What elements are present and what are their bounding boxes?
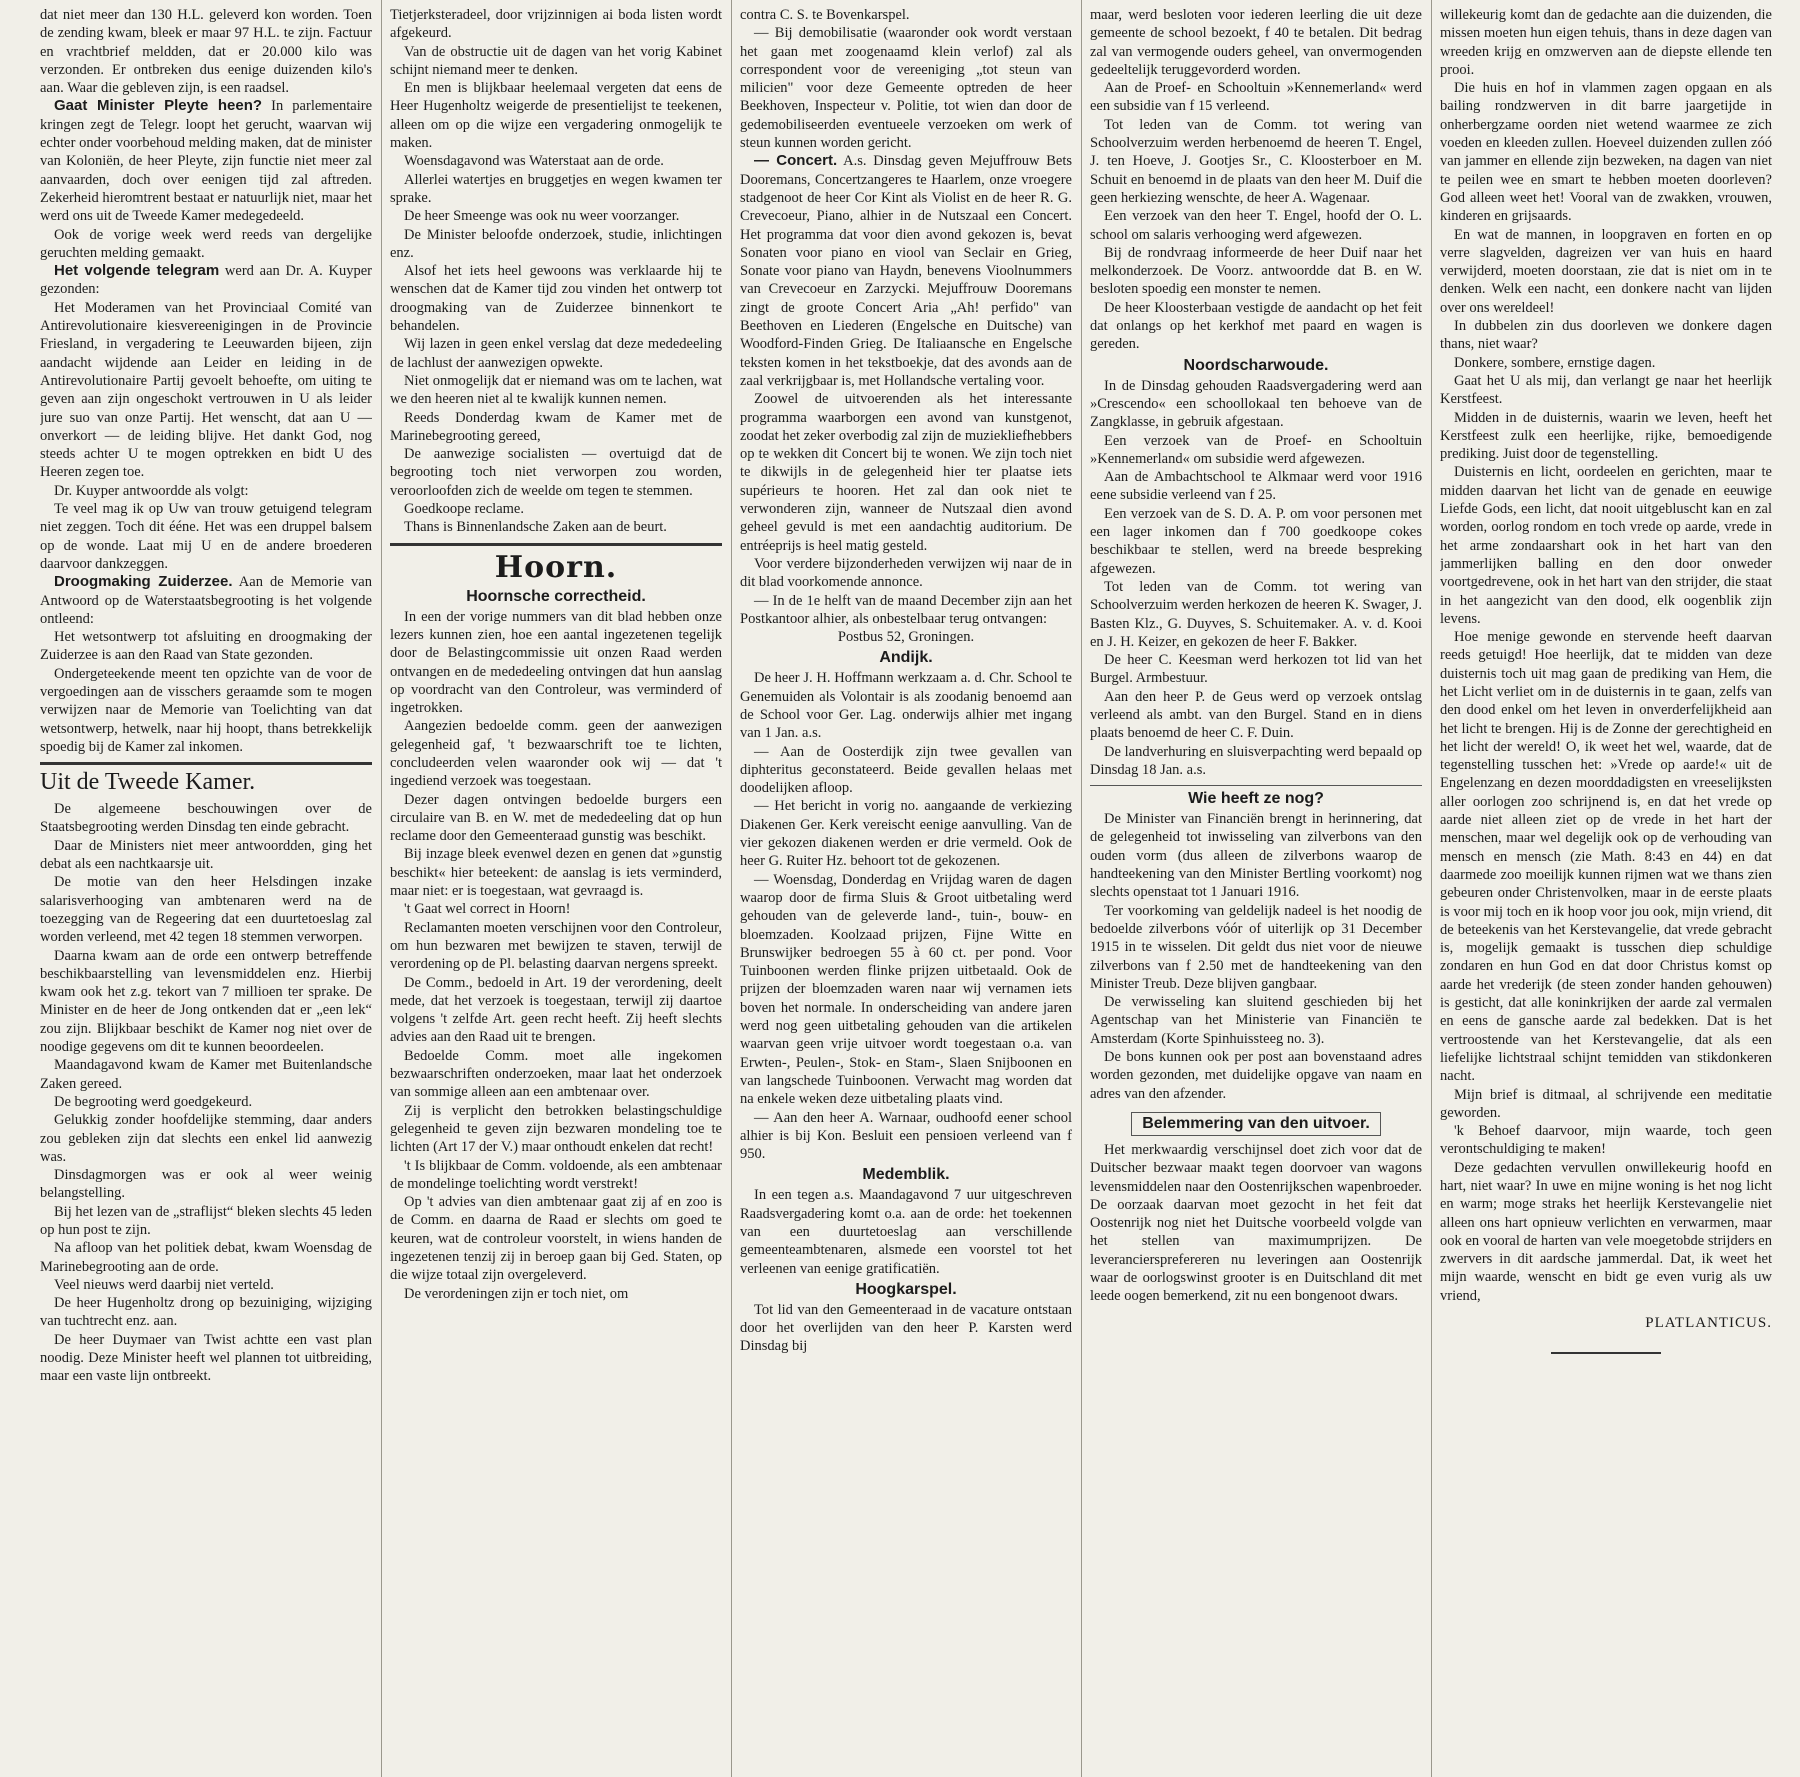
article-text: Daar de Ministers niet meer antwoordden, ging het debat als een nachtkaarsje uit. <box>40 837 372 873</box>
article-text: De bons kunnen ook per post aan bovenstaand adres worden gezonden, met duidelijke opgave van naam en adres van den afzender. <box>1090 1049 1422 1102</box>
column-3 <box>740 6 1072 1767</box>
article-text: Dezer dagen ontvingen bedoelde burgers een circulaire van B. en W. met de mededeeling dat op hun reclame door den Gemeenteraad gunstig was beschikt. <box>390 791 722 845</box>
signature: PLATLANTICUS. <box>1645 1315 1772 1332</box>
article-text: Dr. Kuyper antwoordde als volgt: <box>54 482 249 499</box>
article-text: Een verzoek van de Proef- en Schooltuin »Kennemerland« om subsidie werd afgewezen. <box>1090 432 1422 467</box>
article-text: De algemeene beschouwingen over de Staatsbegrooting werden Dinsdag ten einde gebracht. <box>40 801 372 836</box>
article-text: maar, werd besloten voor iederen leerling die uit deze gemeente de school bezoekt, f 40 te betalen. Dit bedrag zal van vermogende ouders geheel, van onvermogenden gedeeltelijk teruggevorderd worden. <box>1090 7 1422 78</box>
article-text: De heer Kloosterbaan vestigde de aandacht op het feit dat onlangs op het kerkhof met paard en wagen is gereden. <box>1090 299 1422 353</box>
column-rule <box>1081 0 1082 1777</box>
column-rule <box>381 0 382 1777</box>
article-text: Gaat het U als mij, dan verlangt ge naar het heerlijk Kerstfeest. <box>1440 372 1772 408</box>
article-text: De Minister van Financiën brengt in herinnering, dat de gelegenheid tot inwisseling van zilverbons van den ouden vorm (dus alleen de zilverbons waarop de handteekening van den Minister Bertling voorkomt) nog slechts openstaat tot 1 Januari 1916. <box>1090 811 1422 901</box>
headline-tweede-kamer: Uit de Tweede Kamer. <box>40 769 256 796</box>
article-text: Duisternis en licht, oordeelen en gerichten, maar te midden daarvan het licht van de genade en eeuwige Liefde Gods, een licht, dat nooit uitgebluscht kan en zal worden, oorlog rondom en toch vrede op aarde, vrede in het arme zondaarshart ook in het hart van den jammerlijken balling en den door onweder voortgedrevene, ook in het hart van den strijder, die staat in het aangezicht van den dood, elk oogenblik zijn levens. <box>1440 464 1772 627</box>
headline-pleyte: Gaat Minister Pleyte heen? <box>54 97 263 115</box>
article-text: Het wetsontwerp tot afsluiting en droogmaking der Zuiderzee is aan den Raad van State gezonden. <box>40 629 372 664</box>
article-text: In dubbelen zin dus doorleven we donkere dagen thans, niet waar? <box>1440 318 1772 353</box>
article-text: — Het bericht in vorig no. aangaande de verkiezing Diakenen Ger. Kerk vereischt eenige aanvulling. Van de vier gekozen diakenen werden er drie vermeld. Ook de heer G. Ruiter Hz. behoort tot de gekozenen. <box>740 798 1072 870</box>
end-rule <box>1551 1352 1661 1354</box>
article-text: Donkere, sombere, ernstige dagen. <box>1454 354 1656 371</box>
article-text: Aangezien bedoelde comm. geen der aanwezigen gelegenheid gaf, 't bezwaarschrift toe te lichten, concludeerden velen waaronder ook wij — dat 't ingediend verzoek was toegestaan. <box>390 718 722 790</box>
postbus-line: Postbus 52, Groningen. <box>837 629 975 646</box>
article-text: Reeds Donderdag kwam de Kamer met de Marinebegrooting gereed, <box>390 409 722 444</box>
article-text: contra C. S. te Bovenkarspel. <box>740 7 910 23</box>
article-text: Voor verdere bijzonderheden verwijzen wij naar de in dit blad voorkomende annonce. <box>740 555 1072 591</box>
article-text: 't Gaat wel correct in Hoorn! <box>404 901 571 918</box>
headline-hoorn: Hoorn. <box>494 549 618 585</box>
article-text: De heer C. Keesman werd herkozen tot lid van het Burgel. Armbestuur. <box>1090 652 1422 687</box>
headline-telegram: Het volgende telegram <box>54 262 220 280</box>
column-4 <box>1090 6 1422 1767</box>
article-text: willekeurig komt dan de gedachte aan die duizenden, die missen moeten hun eigen tehuis, thans in deze dagen van wreeden krijg en omzwerven aan de diepste ellende ten prooi. <box>1440 7 1772 78</box>
article-text: Tietjerksteradeel, door vrijzinnigen ai boda listen wordt afgekeurd. <box>390 7 722 42</box>
article-text: Daarna kwam aan de orde een ontwerp betreffende beschikbaarstelling van levensmiddelen enz. Hierbij kwam ook het z.g. tekort van 7 millioen ter sprake. De Minister en de heer de Jong ontkenden dat er „een lek“ zou zijn. Blijkbaar beschikt de Kamer nog niet over de noodige gegevens om dit te kunnen beoordeelen. <box>40 947 372 1056</box>
article-text: De begrooting werd goedgekeurd. <box>54 1093 253 1110</box>
article-text: Bedoelde Comm. moet alle ingekomen bezwaarschriften onderzoeken, maar laat het onderzoek van sommige alleen aan een ambtenaar over. <box>390 1047 722 1101</box>
article-text: Zoowel de uitvoerenden als het interessante programma waarborgen een avond van kunstgenot, zoodat het zeker overbodig zal zijn de muziekliefhebbers op te wekken dit Concert bij te wonen. We zijn toch niet te dikwijls in de gelegenheid hier ter plaatse iets supérieurs te hooren. Het zal dan ook niet te verwonderen zijn, wanneer de Nutszaal dien avond geheel gevuld is met een aandachtig auditorium. De entréeprijs is heel matig gesteld. <box>740 391 1072 554</box>
column-2 <box>390 6 722 1767</box>
article-text: Allerlei watertjes en bruggetjes en wegen kwamen ter sprake. <box>390 171 722 206</box>
article-text: Niet onmogelijk dat er niemand was om te lachen, wat we den heeren niet al te kwalijk kunnen nemen. <box>390 372 722 408</box>
column-1 <box>40 6 372 1767</box>
article-text: Die huis en hof in vlammen zagen opgaan en als bailing rondzwerven in dit barre jaargetijde in onherbergzame oorden niet wetend waarmee ze zich voeden en kleeden zullen. Hoeveel duizenden zullen zóó van jammer en ellende zijn bezweken, na dagen van niet te peilen wee en smart te hebben moeten doorleven? God alleen weet het! Vooral van de zwakken, vrouwen, kinderen en grijsaards. <box>1440 80 1772 225</box>
article-paragraph <box>40 573 372 628</box>
article-text: Ook de vorige week werd reeds van dergelijke geruchten melding gemaakt. <box>40 226 372 261</box>
headline-medemblik: Medemblik. <box>862 1166 950 1184</box>
article-text: In de Dinsdag gehouden Raadsvergadering werd aan »Crescendo« een schoollokaal ten behoeve van de Zangklasse, in gebruik afgestaan. <box>1090 377 1422 431</box>
article-text: Mijn brief is ditmaal, al schrijvende een meditatie geworden. <box>1440 1086 1772 1121</box>
article-text: — Aan den heer A. Warnaar, oudhoofd eener school alhier is bij Kon. Besluit een pensioen verleend van f 950. <box>740 1109 1072 1163</box>
headline-concert: — Concert. <box>754 152 838 170</box>
article-text: Midden in de duisternis, waarin we leven, heeft het Kerstfeest zulk een heerlijke, rijke, bemoedigende prediking. Juist door de tegenstelling. <box>1440 409 1772 463</box>
headline-wie-heeft-ze-nog: Wie heeft ze nog? <box>1188 790 1324 808</box>
section-divider <box>390 543 722 546</box>
article-text: Ter voorkoming van geldelijk nadeel is het noodig de bedoelde zilverbons vóór of uiterlijk op 31 December 1915 in te wisselen. Dit geldt dus niet voor de nieuwe zilverbons van f 2.50 met de handteekening van den Minister Treub. Deze blijven gangbaar. <box>1090 902 1422 992</box>
article-text: Te veel mag ik op Uw van trouw getuigend telegram niet zeggen. Toch dit ééne. Het was een druppel balsem op de wonde. Laat mij U en de andere broederen daarvoor dankzeggen. <box>40 501 372 572</box>
column-5 <box>1440 6 1772 1767</box>
article-text: Bij inzage bleek evenwel dezen en genen dat »gunstig beschikt« hier beteekent: de aanslag is iets verminderd, maar niet: er is toegestaan, wat gevraagd is. <box>390 846 722 900</box>
article-text: Wij lazen in geen enkel verslag dat deze mededeeling de lachlust der aanwezigen opwekte. <box>390 336 722 371</box>
article-text: Deze gedachten vervullen onwillekeurig hoofd en hart, niet waar? In uwe en mijne woning is het nog licht en warm; moge straks het heerlijk Kerstevangelie niet alleen ons hart opnieuw verlichten en verwarmen, maar ook en vooral de harten van vele moegetobde strijders en zwervers in dit aardsche jammerdal. Dat, ik weet het mijn waarde, wenscht en bidt ge even vurig als uw vriend, <box>1440 1159 1772 1304</box>
article-text: Aan den heer P. de Geus werd op verzoek ontslag verleend als ambt. van den Burgel. Stand en in diens plaats benoemd de heer C. F. Duin. <box>1090 688 1422 742</box>
article-text: De motie van den heer Helsdingen inzake salarisverhooging van ambtenaren werd na de toezegging van de Regeering dat een duurtetoeslag zal worden verleend, met 42 tegen 18 stemmen verworpen. <box>40 874 372 946</box>
article-text: A.s. Dinsdag geven Mejuffrouw Bets Dooremans, Concertzangeres te Haarlem, onze vroegere stadgenoot de heer Cor Kint als Violist en de heer R. G. Crevecoeur, Piano, alhier in de Nutszaal een Concert. Het programma dat voor dien avond gekozen is, bevat Sonaten voor piano en viool van Seclair en Grieg, Sonate voor piano van Haydn, benevens Vioolnummers van Crevecoeur en Zarzycki. Mejuffrouw Dooremans zingt de groote Concert Aria „Ah! perfido" van Beethoven en Liederen (Engelsche en Duitsche) van Woodford-Finden Grieg. De Italiaansche en Engelsche teksten komen in het tekstboekje, dat des avonds aan de zaal verkrijgbaar is, met Hollandsche vertaling voor. <box>740 153 1072 389</box>
article-text: In parlementaire kringen zegt de Telegr. loopt het gerucht, waarvan wij echter onder voorbehoud melding maken, dat de minister van Koloniën, de heer Pleyte, zijn functie niet meer zal aanvaarden, doch over eenigen tijd zal aftreden. Zekerheid hieromtrent bestaat er natuurlijk niet, maar het werd ons uit de Tweede Kamer medegedeeld. <box>40 98 372 225</box>
article-text: Van de obstructie uit de dagen van het vorig Kabinet schijnt niemand meer te denken. <box>390 43 722 78</box>
article-text: Tot leden van de Comm. tot wering van Schoolverzuim werden herkozen de heeren K. Swager, J. Basten Klz., G. Duyves, S. Schuitemaker. A. v. d. Kooi en J. H. Keizer, en gekozen de heer F. Bakker. <box>1090 578 1422 650</box>
article-text: werd aan Dr. A. Kuyper gezonden: <box>40 263 372 298</box>
article-text: De heer Duymaer van Twist achtte een vast plan noodig. Deze Minister heeft wel plannen tot uitbreiding, maar een vaste lijn ontbreekt. <box>40 1331 372 1385</box>
article-text: 'k Behoef daarvoor, mijn waarde, toch geen verontschuldiging te maken! <box>1440 1123 1772 1158</box>
article-text: De verordeningen zijn er toch niet, om <box>404 1285 629 1302</box>
article-text: Na afloop van het politiek debat, kwam Woensdag de Marinebegrooting aan de orde. <box>40 1240 372 1275</box>
article-text: Dinsdagmorgen was er ook al weer weinig belangstelling. <box>40 1167 372 1202</box>
article-text: Bij de rondvraag informeerde de heer Duif naar het melkonderzoek. De Voorz. antwoordde dat B. en W. besloten spoedig een monster te nemen. <box>1090 244 1422 298</box>
article-text: De aanwezige socialisten — overtuigd dat de begrooting toch niet verworpen zou worden, veroorloofden zich de weelde om tegen te stemmen. <box>390 446 722 499</box>
article-text: Aan de Proef- en Schooltuin »Kennemerland« werd een subsidie van f 15 verleend. <box>1090 80 1422 115</box>
article-text: De heer Smeenge was ook nu weer voorzanger. <box>404 208 680 225</box>
article-text: De heer J. H. Hoffmann werkzaam a. d. Chr. School te Genemuiden als Volontair is als zoodanig benoemd aan de School voor Ger. Lag. onderwijs alhier met ingang van 1 Jan. a.s. <box>740 670 1072 742</box>
article-text: Reclamanten moeten verschijnen voor den Controleur, om hun bezwaren met bewijzen te staven, terwijl de verordening op de Pl. belasting daarvan nergens spreekt. <box>390 919 722 973</box>
boxed-headline-wrapper <box>1090 1109 1422 1138</box>
headline-noordscharwoude: Noordscharwoude. <box>1183 356 1329 374</box>
article-paragraph <box>40 97 372 225</box>
article-text: — Aan de Oosterdijk zijn twee gevallen van diphteritus geconstateerd. Beide gevallen helaas met doodelijken afloop. <box>740 743 1072 797</box>
article-text: De Minister beloofde onderzoek, studie, inlichtingen enz. <box>390 226 722 261</box>
article-text: De landverhuring en sluisverpachting werd bepaald op Dinsdag 18 Jan. a.s. <box>1090 743 1422 778</box>
article-text: Woensdagavond was Waterstaat aan de orde. <box>404 153 664 170</box>
article-text: De Comm., bedoeld in Art. 19 der verordening, deelt mede, dat het verzoek is toegestaan, terwijl zij daartoe volgens 't zelfde Art. geen recht heeft. Zij heeft slechts advies aan den Raad uit te brengen. <box>390 974 722 1046</box>
article-text: De heer Hugenholtz drong op bezuiniging, wijziging van tuchtrecht enz. aan. <box>40 1295 372 1330</box>
article-text: — Bij demobilisatie (waaronder ook wordt verstaan het gaan met zoogenaamd klein verlof) zal als correspondent voor de vereeniging „tot steun van milicien" voor deze Gemeente optreden de heer Beekhoven, Inspecteur v. Politie, tot wien dan door de gedemobiliseerden eventueele verzoeken om werk of steun kunnen worden gericht. <box>740 25 1072 152</box>
article-text: En men is blijkbaar heelemaal vergeten dat eens de Heer Hugenholtz weigerde de presentielijst te teekenen, alleen om op die wijze een vergadering onmogelijk te maken. <box>390 80 722 152</box>
article-text: Op 't advies van dien ambtenaar gaat zij af en zoo is de Comm. en daarna de Raad er slechts om goed te keuren, wat de controleur voorstelt, in wiens handen de ingezetenen tenzij zij in beroep gaan bij Ged. Staten, op die wijze totaal zijn overgeleverd. <box>390 1194 722 1284</box>
headline-hoogkarspel: Hoogkarspel. <box>855 1280 957 1298</box>
article-paragraph <box>740 152 1072 390</box>
article-text: Aan de Ambachtschool te Alkmaar werd voor 1916 eene subsidie verleend van f 25. <box>1090 469 1422 504</box>
column-rule <box>1431 0 1432 1777</box>
article-text: Bij het lezen van de „straflijst“ bleken slechts 45 leden op hun post te zijn. <box>40 1203 372 1238</box>
article-text: Hoe menige gewonde en stervende heeft daarvan reeds getuigd! Hoe heerlijk, dat te midden van deze duisternis toch uit mag gaan de prediking van Hem, die het Licht verliet om in de duisternis in te gaan, zelfs van den dood enkel om het leven in onverderfelijkheid aan het licht te brengen. Hij is de Zonne der gerechtigheid en het licht der wereld! O, ik weet het wel, waarde, dat de tegenstelling tusschen het: »Vrede op aarde!« uit de Engelenzang en dezen moorddadigsten en vreeselijksten aller oorlogen zoo schrijnend is, en dat het vrede op aarde niet alleen ziet op de vrede in het hart der menschen, maar wel degelijk ook op de verhouding van mensch en mensch (zie Math. 8:43 en 44) en dat daarmede zoo moeilijk kunnen rijmen wat we thans zien gebeuren onder Christenvolken, maar in de eerste plaats is voor mij toch en ik hoop voor jou ook, mijn vriend, dit de beteekenis van het Kerstevangelie, dat vrede gebracht is, mogelijk gemaakt is tusschen diep schuldige zondaren en hun God en dat door Christus komst op aarde het vrederijk (de steen zonder handen gehouwen) is gesticht, dat alle koninkrijken der aarde zal vermalen en eens de gansche aarde zal bedekken. Dat is het vertroostende van het Kerstevangelie, dat als een liefelijke lichtstraal schijnt temidden van stikdonkeren nacht. <box>1440 629 1772 1085</box>
article-text: De verwisseling kan sluitend geschieden bij het Agentschap van het Ministerie van Financiën te Amsterdam (Korte Spinhuissteeg no. 3). <box>1090 994 1422 1047</box>
article-text: En wat de mannen, in loopgraven en forten en op verre slagvelden, dagreizen ver van huis en haard verwijderd, moeten doorstaan, zie dat is niet om in te denken. Welk een nacht, een donkere nacht van lijden over ons wereldeel! <box>1440 226 1772 316</box>
article-text: Gelukkig zonder hoofdelijke stemming, daar anders zou gebleken zijn dat slechts een enkel lid aanwezig was. <box>40 1112 372 1165</box>
article-text: Het Moderamen van het Provinciaal Comité van Antirevolutionaire kiesvereenigingen in de Provincie Friesland, in vergadering te Leeuwarden bijeen, zijn aandacht wijdende aan Leider en leiding in de Antirevolutionaire Partij gevoelt behoefte, om uiting te geven aan zijn ongeschokt vertrouwen in U als leider jure suo van onze Partij. Het wenscht, dat aan U — onverkort — de leiding blijve. Het dankt God, nog steeds achter U te mogen optrekken en bidt U des Heeren zegen toe. <box>40 299 372 481</box>
article-text: Het merkwaardig verschijnsel doet zich voor dat de Duitscher bezwaar maakt tegen doorvoer van wagons levensmiddelen naar den Oostenrijkschen wapenbroeder. De oorzaak daarvan moet gezocht in het feit dat Oostenrijk nog niet het Duitsche voorbeeld volgde van het stellen van maximumprijzen. De leveranciersprefereren nu leveringen aan Oostenrijk waar de oorlogswinst grooter is en Duitschland dit met leede oogen bemerkend, zit nu een bongenoot dwars. <box>1090 1141 1422 1305</box>
article-text: Een verzoek van den heer T. Engel, hoofd der O. L. school om salaris verhooging werd afgewezen. <box>1090 208 1422 243</box>
article-text: Zij is verplicht den betrokken belastingschuldige gelegenheid te geven zijn bezwaren mondeling toe te lichten (Art 17 der V.) maar onthoudt enkelen dat recht! <box>390 1102 722 1156</box>
section-divider <box>40 762 372 765</box>
article-text: Aan de Memorie van Antwoord op de Waterstaatsbegrooting is het volgende ontleend: <box>40 574 372 627</box>
article-text: dat niet meer dan 130 H.L. geleverd kon worden. Toen de zending kwam, bleek er maar 97 H.L. te zijn. Factuur en vrachtbrief meldden, dat er 20.000 kilo was verzonden. Er ontbreken dus eenige duizenden kilo's aan. Waar die gebleven zijn, is een raadsel. <box>40 7 372 97</box>
article-text: Goedkoope reclame. <box>404 501 524 518</box>
headline-belemmering: Belemmering van den uitvoer. <box>1131 1112 1381 1136</box>
article-text: Veel nieuws werd daarbij niet verteld. <box>54 1276 274 1293</box>
article-text: — In de 1e helft van de maand December zijn aan het Postkantoor alhier, als onbestelbaar terug ontvangen: <box>740 592 1072 627</box>
article-text: Thans is Binnenlandsche Zaken aan de beurt. <box>404 519 667 536</box>
article-text: Een verzoek van de S. D. A. P. om voor personen met een lager inkomen dan f 700 goedkoope cokes beschikbaar te stellen, werd na breede bespreking afgewezen. <box>1090 505 1422 577</box>
article-text: Tot leden van de Comm. tot wering van Schoolverzuim werden herbenoemd de heeren T. Engel, J. ten Hoeve, J. Gootjes Sr., C. Kloosterboer en M. Schuit en benoemd in de plaats van den heer M. Duif die geen herkiezing wenschte, de heer A. Wagenaar. <box>1090 116 1422 206</box>
article-text: Maandagavond kwam de Kamer met Buitenlandsche Zaken gereed. <box>40 1057 372 1092</box>
headline-hoornsche-correctheid: Hoornsche correctheid. <box>466 587 646 605</box>
headline-andijk: Andijk. <box>879 649 933 667</box>
column-rule <box>731 0 732 1777</box>
section-divider <box>1090 785 1422 786</box>
article-text: Ondergeteekende meent ten opzichte van de voor de vergoedingen aan de visschers geraamde som te mogen verwijzen naar de Memorie van Toelichting van dat wetsontwerp, hetwelk, naar hij hoopt, thans betrekkelijk spoedig bij de Kamer zal inkomen. <box>40 665 372 755</box>
article-text: Tot lid van den Gemeenteraad in de vacature ontstaan door het overlijden van den heer P. Karsten werd Dinsdag bij <box>740 1301 1072 1355</box>
article-text: Alsof het iets heel gewoons was verklaarde hij te wenschen dat de Kamer tijd zou vinden het ontwerp tot droogmaking van de Zuiderzee binnenkort te behandelen. <box>390 263 722 335</box>
headline-zuiderzee: Droogmaking Zuiderzee. <box>54 573 233 591</box>
article-text: In een der vorige nummers van dit blad hebben onze lezers kunnen zien, hoe een aantal ingezetenen tegelijk door de Belastingcommissie uit onzen Raad werden ontvangen en de mededeeling ontvingen dat hun aanslag op voordracht van den Controleur, was verminderd of ingetrokken. <box>390 608 722 717</box>
article-text: In een tegen a.s. Maandagavond 7 uur uitgeschreven Raadsvergadering komt o.a. aan de orde: het toekennen van een duurtetoeslag aan verschillende gemeenteambtenaren, alsmede een voorstel tot het verleenen van eenige gratificatiën. <box>740 1187 1072 1277</box>
article-text: — Woensdag, Donderdag en Vrijdag waren de dagen waarop door de firma Sluis & Groot uitbetaling werd gehouden van de geleverde land-, tuin-, bouw- en bloemzaden. Koolzaad prijzen, Fijne Witte en Brunswijker bedroegen 55 à 60 ct. per pond. Voor Tuinboonen werden flinke prijzen uitbetaald. Ook de prijzen der bloemzaden waren naar wij vernamen iets boven het normale. In onderscheiding van andere jaren werd nog geen uitbetaling gehouden van die artikelen waarvan geen vrije uitvoer wordt toegestaan o.a. van Erwten-, Peulen-, Stok- en Stam-, Slaen Snijboonen en van langschede Tuinboonen. Verwacht mag worden dat na enkele weken deze uitbetaling plaats vind. <box>740 871 1072 1108</box>
article-paragraph <box>40 262 372 299</box>
article-text: 't Is blijkbaar de Comm. voldoende, als een ambtenaar de mondelinge toelichting wordt verstrekt! <box>390 1157 722 1192</box>
